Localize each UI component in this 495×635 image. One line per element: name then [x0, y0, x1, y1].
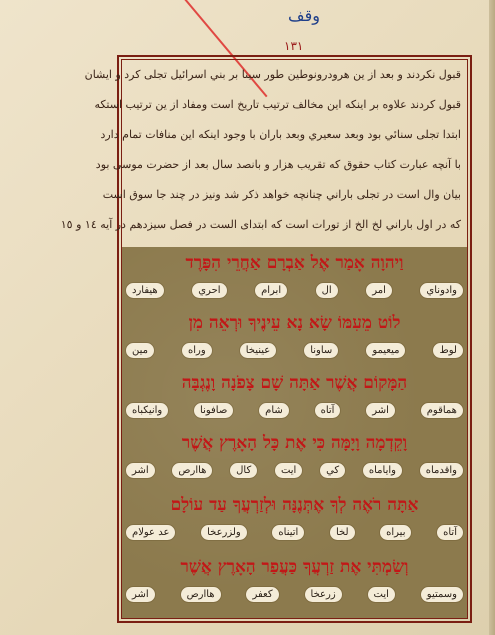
- gloss-word: هيفارد: [126, 283, 164, 298]
- persian-line: ابتدا تجلى سنائي بود وبعد سعيري وبعد باران با وجود اينكه اين منافات تمام دارد: [100, 128, 461, 141]
- waqf-stamp: وقف: [288, 6, 320, 25]
- gloss-word: امر: [366, 283, 392, 298]
- gloss-word: اشر: [366, 403, 395, 418]
- verse-band: [122, 553, 467, 611]
- persian-line: بيان وال است در تجلى باراني چنانچه خواهد ذكر شد ونيز در چند جا سوق است: [102, 188, 461, 201]
- persian-line: با آنچه عبارت كتاب حقوق كه تقريب هزار و بانصد سال بعد از حضرت موسى بود: [95, 158, 461, 171]
- gloss-word: وادوناي: [420, 283, 463, 298]
- persian-line: قبول كردند علاوه بر اينكه اين مخالف ترتيب تاريخ است ومفاد از ين ترتيب استكه: [94, 98, 461, 111]
- verse-band: [122, 309, 467, 367]
- hebrew-gloss-panel: [122, 247, 467, 618]
- gloss-word: وانيكباه: [126, 403, 168, 418]
- verse-band: [122, 491, 467, 549]
- page-edge: [489, 0, 495, 635]
- gloss-word: ميعيمو: [366, 343, 405, 358]
- gloss-word: ال: [316, 283, 338, 298]
- hebrew-line: אַתָּה רֹאֶה לְךָ אֶתְּנֶנָּה וּלְזַרְעֲךָ עַד עוֹלָם: [170, 495, 419, 515]
- gloss-word: هماقوم: [421, 403, 463, 418]
- gloss-word: عينيخا: [240, 343, 277, 358]
- gloss-word: اتيناه: [272, 525, 304, 540]
- gloss-word: آتاه: [315, 403, 341, 418]
- persian-line: قبول نكردند و بعد از ين هرودرونوطين طور سينا بر بني اسرائيل تجلى كرد و ايشان: [84, 68, 461, 81]
- gloss-word: وراه: [182, 343, 212, 358]
- gloss-word: وسمتيو: [421, 587, 463, 602]
- gloss-word: احري: [192, 283, 226, 298]
- gloss-word: زرعخا: [305, 587, 342, 602]
- gloss-word: صافونا: [194, 403, 233, 418]
- gloss-word: ولزرعخا: [201, 525, 247, 540]
- hebrew-line: וַיהוָה אָמַר אֶל אַבְרָם אַחֲרֵי הִפָּרֶד: [185, 253, 404, 273]
- verse-band: [122, 429, 467, 487]
- gloss-word: ابرام: [255, 283, 287, 298]
- persian-line: كه در اول باراني لخ الخ از تورات است كه ابتداى الست در فصل سيزدهم در آيه ١٤ و ١٥: [60, 218, 461, 231]
- gloss-word: ساونا: [304, 343, 338, 358]
- hebrew-line: הַמָּקוֹם אֲשֶׁר אַתָּה שָׁם צָפֹנָה וָנֶגְבָּה: [181, 373, 408, 393]
- gloss-word: واياماه: [363, 463, 402, 478]
- verse-band: [122, 249, 467, 307]
- gloss-word: هاارص: [181, 587, 221, 602]
- gloss-word: هاارص: [172, 463, 212, 478]
- gloss-word: كعفر: [246, 587, 278, 602]
- gloss-word: بيراه: [380, 525, 411, 540]
- hebrew-line: וָקֵדְמָה וָיָמָּה כִּי אֶת כָּל הָאָרֶץ אֲשֶׁר: [181, 433, 408, 453]
- gloss-word: كي: [320, 463, 345, 478]
- gloss-word: ايت: [275, 463, 302, 478]
- gloss-word: لخا: [330, 525, 355, 540]
- gloss-word: مين: [126, 343, 154, 358]
- gloss-word: اشر: [126, 587, 155, 602]
- gloss-word: آتاه: [437, 525, 463, 540]
- gloss-word: واقدماه: [420, 463, 463, 478]
- persian-text-block: [60, 60, 467, 246]
- gloss-word: كال: [230, 463, 257, 478]
- gloss-word: اشر: [126, 463, 155, 478]
- gloss-word: عد عولام: [126, 525, 175, 540]
- gloss-word: شام: [259, 403, 289, 418]
- folio-number: ١٣١: [284, 39, 304, 53]
- hebrew-line: לוֹט מֵעִמּוֹ שָׂא נָא עֵינֶיךָ וּרְאֵה מִן: [188, 313, 401, 333]
- verse-band: [122, 369, 467, 427]
- gloss-word: لوط: [433, 343, 462, 358]
- hebrew-line: וְשַׂמְתִּי אֶת זַרְעֲךָ כַּעֲפַר הָאָרֶץ אֲשֶׁר: [180, 557, 409, 577]
- gloss-word: ايت: [368, 587, 395, 602]
